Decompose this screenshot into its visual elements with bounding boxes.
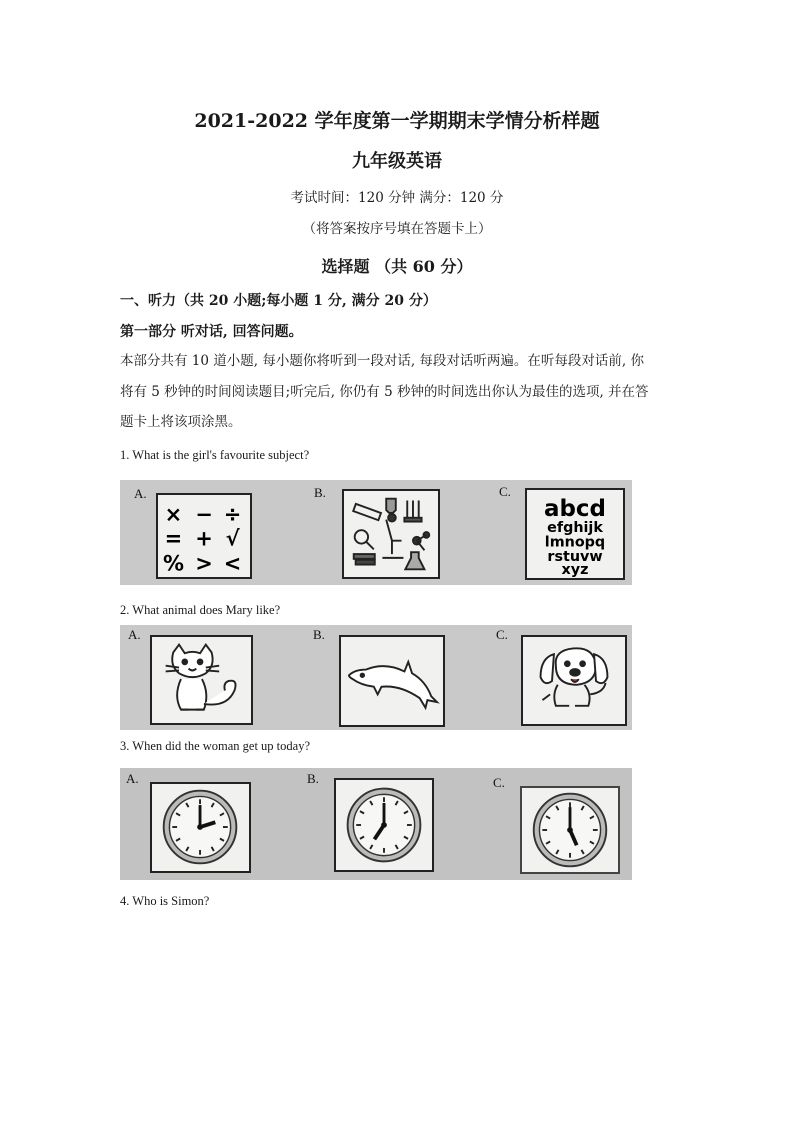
math-symbol: > <box>195 551 213 576</box>
page-subtitle: 九年级英语 <box>352 151 442 172</box>
math-symbol: ÷ <box>223 502 242 527</box>
page-title: 2021-2022 学年度第一学期期末学情分析样题 <box>194 110 600 132</box>
math-symbol: − <box>195 502 213 527</box>
option-b-label: B. <box>314 485 326 500</box>
question-2-options <box>120 625 632 730</box>
option-a-label: A. <box>126 771 139 786</box>
math-symbol: × <box>164 502 183 527</box>
alphabet-row: abcd <box>544 495 606 522</box>
question-4: 4. Who is Simon? <box>120 894 210 908</box>
alphabet-row: rstuvw <box>547 548 603 565</box>
math-symbol: = <box>164 526 183 551</box>
dolphin-icon <box>339 635 445 727</box>
math-symbols-icon <box>156 493 252 579</box>
option-a-label: A. <box>134 486 147 501</box>
clock-icon <box>334 778 434 872</box>
instruction-line: 题卡上将该项涂黑。 <box>120 414 242 430</box>
option-b-label: B. <box>313 627 325 642</box>
question-2: 2. What animal does Mary like? <box>120 603 281 617</box>
section-title: 选择题 （共 60 分） <box>321 257 473 276</box>
math-symbol: < <box>223 551 242 576</box>
question-1: 1. What is the girl's favourite subject? <box>120 448 310 462</box>
alphabet-row: efghijk <box>547 520 603 537</box>
instruction-line: 将有 5 秒钟的时间阅读题目;听完后, 你仍有 5 秒钟的时间选出你认为最佳的选项, 并在答 <box>120 383 649 400</box>
cat-icon <box>150 635 253 725</box>
instruction-line: 本部分共有 10 道小题, 每小题你将听到一段对话, 每段对话听两遍。在听每段对话前, 你 <box>120 353 645 369</box>
science-equipment-icon <box>342 489 440 579</box>
dog-icon <box>521 635 627 726</box>
exam-info: 考试时间：120 分钟 满分：120 分 <box>290 190 504 206</box>
alphabet-row: xyz <box>561 562 589 578</box>
instructions <box>120 346 680 438</box>
math-symbol: + <box>195 526 213 551</box>
question-3-options <box>120 768 632 880</box>
answer-note: （将答案按序号填在答题卡上） <box>302 221 492 237</box>
option-c-label: C. <box>499 484 511 499</box>
option-c-label: C. <box>496 627 508 642</box>
clock-icon <box>520 786 620 874</box>
question-1-options <box>120 480 632 585</box>
sub-heading: 第一部分 听对话, 回答问题。 <box>120 324 303 340</box>
option-c-label: C. <box>493 775 505 790</box>
math-symbol: √ <box>225 526 240 551</box>
option-b-label: B. <box>307 771 319 786</box>
alphabet-icon <box>525 488 625 580</box>
alphabet-row: lmnopq <box>544 534 606 551</box>
part-heading: 一、听力（共 20 小题;每小题 1 分, 满分 20 分） <box>120 293 437 309</box>
clock-icon <box>150 782 251 873</box>
option-a-label: A. <box>128 627 141 642</box>
question-3: 3. When did the woman get up today? <box>120 739 311 753</box>
math-symbol: % <box>162 551 184 576</box>
